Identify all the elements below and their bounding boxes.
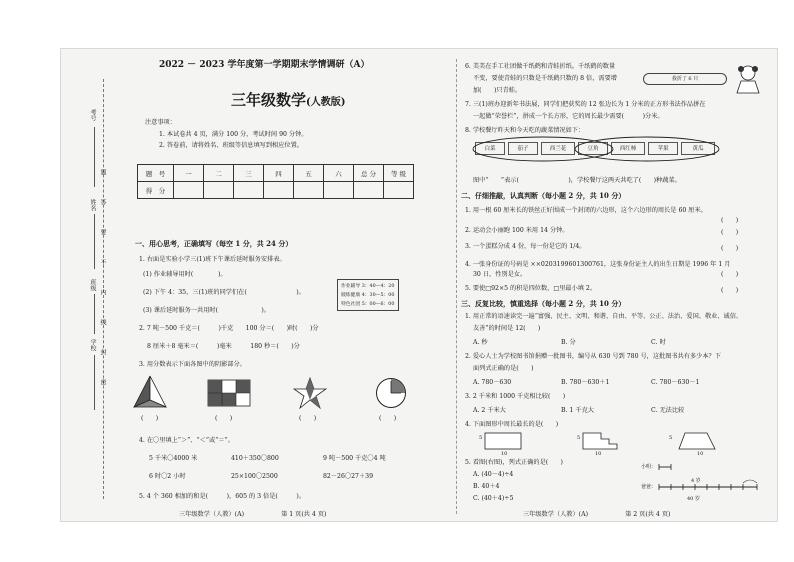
triangle-figure [133, 375, 167, 409]
question-text: 加( )只青蛙。 [473, 87, 522, 94]
judge-item: 3. 一个蛋糕分成 4 份，每一份是它的 1/4。 [465, 243, 586, 250]
page-footer-left: 三年级数学（人教）(A) 第 1 页(共 4 页) [179, 511, 327, 518]
choice-question: 2. 爱心人士为学校图书馆捐赠一批图书，编号从 630 号到 780 号，这批图书共有多少本？下 [465, 353, 721, 360]
shape-label: 5 [479, 435, 483, 441]
answer-paren[interactable]: ( ) [721, 287, 739, 294]
shape-label: 10 [595, 451, 602, 457]
choice-option-a[interactable]: A. (40－4)÷4 [473, 471, 514, 478]
choice-option-c[interactable]: C. 无法比较 [651, 407, 685, 414]
choice-question: 3. 2 千米和 1000 千克相比较( ) [465, 393, 566, 400]
judge-item: 30 日，性别是女。 [473, 271, 527, 278]
diagram-label-xiaoming: 小明： [641, 464, 657, 470]
answer-paren[interactable]: ( ) [379, 415, 397, 422]
compare-item: 82－26〇27＋39 [323, 473, 374, 480]
speech-bubble: 我折了 6 只 [643, 73, 727, 85]
seal-char: 线 [99, 319, 106, 325]
score-table [137, 164, 414, 199]
margin-blank-line [94, 214, 95, 269]
question-text: 1. 右面是实验小学三(1)班下午课后延时服务安排表。 [139, 256, 286, 263]
score-cell: 三 [234, 165, 264, 182]
margin-blank-line [94, 355, 95, 410]
schedule-box [337, 279, 399, 311]
clock-figure [375, 377, 407, 409]
choice-option-c[interactable]: C. 780－630－1 [651, 379, 700, 386]
score-cell: 题 号 [138, 165, 174, 182]
score-input-cell[interactable] [204, 182, 234, 199]
choice-question: 4. 下面图形中周长最长的是( ) [465, 421, 559, 428]
score-input-cell[interactable] [294, 182, 324, 199]
seal-char: 内 [99, 289, 106, 295]
seal-char: 不 [99, 259, 106, 265]
choice-question: 1. 用正常的语速读完一遍“富强、民主、文明、和谐、自由、平等、公正、法治、爱国、敬业、诚信、 [465, 313, 743, 320]
question-text: 图中“ ”表示( )，学校餐厅这两天共吃了( )种蔬菜。 [473, 177, 681, 184]
question-text: 4. 在〇里填上“＞”、“＜”或“＝”。 [139, 437, 234, 444]
score-cell: 总 分 [354, 165, 384, 182]
diagram-label-4: 4 岁 [691, 478, 701, 484]
venn-ellipses [471, 135, 721, 163]
page-footer-right: 三年级数学（人教）(A) 第 2 页(共 4 页) [523, 511, 671, 518]
seal-char: 密 [99, 379, 106, 385]
question-text: 8. 学校餐厅昨天和今天吃的蔬菜情况如下： [465, 127, 585, 134]
question-text: 3. 用分数表示下面各图中的阴影部分。 [139, 361, 246, 368]
answer-paren[interactable]: ( ) [721, 271, 739, 278]
score-input-cell[interactable] [174, 182, 204, 199]
score-cell: 等 级 [384, 165, 414, 182]
score-input-cell[interactable] [234, 182, 264, 199]
choice-option-b[interactable]: B. 1 千克大 [561, 407, 594, 414]
note-item: 2. 答卷前，请将姓名、班级等信息填写到相应位置。 [159, 142, 303, 149]
page-divider [456, 59, 457, 514]
question-text: 8 厘米＋8 毫米＝( )毫米 180 秒＝( )分 [147, 343, 300, 350]
choice-option-b[interactable]: B. 分 [561, 339, 576, 346]
schedule-line: 特色社团 5：00—6：00 [341, 302, 395, 307]
answer-paren[interactable]: ( ) [215, 415, 233, 422]
compare-item: 6 时〇2 小时 [149, 473, 186, 480]
answer-paren[interactable]: ( ) [721, 217, 739, 224]
star-figure [293, 377, 327, 409]
veg-cell: 黄瓜 [681, 142, 715, 155]
shape-label: 5 [669, 435, 673, 441]
answer-paren[interactable]: ( ) [299, 415, 317, 422]
score-cell: 一 [174, 165, 204, 182]
diagram-label-40: 40 岁 [687, 496, 700, 502]
shape-label: 10 [697, 451, 704, 457]
veg-cell: 豆角 [578, 142, 608, 155]
schedule-line: 锻炼健康 4：30—5：00 [341, 293, 395, 298]
schedule-line: 作业辅导 3：40—4：20 [341, 284, 395, 289]
score-input-cell[interactable] [264, 182, 294, 199]
score-cell: 五 [294, 165, 324, 182]
answer-paren[interactable]: ( ) [721, 229, 739, 236]
veg-cell: 茄子 [508, 142, 538, 155]
compare-item: 410＋350〇800 [231, 455, 279, 462]
exam-title: 2022 － 2023 学年度第一学期期末学情调研（A） [159, 60, 370, 70]
veg-cell: 苹果 [648, 142, 678, 155]
score-cell: 四 [264, 165, 294, 182]
question-text: (2) 下午 4：35，三(1)班的同学们在( )。 [143, 289, 305, 296]
choice-option-c[interactable]: C. 时 [651, 339, 666, 346]
score-input-cell[interactable] [354, 182, 384, 199]
question-text: 一起做“荣誉栏”，拼成一个长方形，它的周长最少需要( )分米。 [473, 113, 664, 120]
choice-option-b[interactable]: B. 40＋4 [473, 483, 500, 490]
judge-item: 2. 运动会小丽跑 100 米用 14 分钟。 [465, 227, 569, 234]
judge-item: 1. 用一根 60 厘米长的铁丝正好围成一个封闭的六边形，这个六边形的周长是 60 厘米。 [465, 207, 707, 214]
shape-label: 5 [577, 435, 581, 441]
note-item: 1. 本试卷共 4 页，满分 100 分，考试时间 90 分钟。 [159, 131, 308, 138]
seal-char: 封 [99, 349, 106, 355]
score-input-cell[interactable] [324, 182, 354, 199]
section-1-heading: 一、用心思考，正确填写（每空 1 分，共 24 分） [135, 239, 293, 248]
question-text: (1) 作业辅导用时( )。 [143, 271, 227, 278]
compare-item: 5 千米〇4000 米 [149, 455, 198, 462]
score-cell: 六 [324, 165, 354, 182]
choice-option-a[interactable]: A. 2 千米大 [473, 407, 506, 414]
section-3-heading: 三、反复比较，慎重选择（每小题 2 分，共 10 分） [461, 299, 626, 308]
veg-cell: 白菜 [475, 142, 505, 155]
question-text: 5. 4 个 360 相加的和是( )，605 的 3 倍是( )。 [139, 493, 306, 500]
compare-item: 9 吨－500 千克〇4 吨 [323, 455, 386, 462]
margin-label-school: 学校 [89, 339, 96, 351]
diagram-label-dad: 爸爸： [641, 484, 657, 490]
veg-cell: 西红柿 [611, 142, 645, 155]
margin-label-name: 姓名 [89, 199, 96, 211]
score-cell: 得 分 [138, 182, 174, 199]
choice-option-c[interactable]: C. (40＋4)÷5 [473, 495, 514, 502]
choice-question: 面列式正确的是( ) [473, 365, 534, 372]
answer-paren[interactable]: ( ) [721, 245, 739, 252]
question-text: 7. 三(1)班办迎新年书法展，同学们把获奖的 12 张边长为 1 分米的正方形书法作品拼在 [465, 101, 706, 108]
judge-item: 4. 一张身份证的号码是 ××0203199601300761，这张身份证主人的出生日期是 1996 年 1 月 [465, 261, 731, 268]
segment-diagram [657, 461, 767, 499]
girl-illustration-icon [733, 63, 763, 95]
margin-blank-line [94, 127, 95, 187]
seal-char: 题 [99, 169, 106, 175]
subject-title: 三年级数学(人教版) [231, 91, 346, 109]
binding-margin [61, 49, 129, 522]
question-text: 6. 美美在手工社团做千纸鹤和青蛙折纸。千纸鹤的数量 [465, 63, 616, 70]
shape-label: 10 [501, 451, 508, 457]
veg-cell: 西兰花 [541, 142, 575, 155]
choice-option-b[interactable]: B. 780－630＋1 [561, 379, 610, 386]
section-2-heading: 二、仔细推敲，认真判断（每小题 2 分，共 10 分） [461, 191, 626, 200]
score-input-cell[interactable] [384, 182, 414, 199]
judge-item: 5. 要使□92×5 的积是四位数，□里最小填 2。 [465, 285, 597, 292]
choice-option-a[interactable]: A. 780－630 [473, 379, 512, 386]
seal-char: 答 [99, 199, 106, 205]
answer-paren[interactable]: ( ) [141, 415, 159, 422]
choice-option-a[interactable]: A. 秒 [473, 339, 488, 346]
score-cell: 二 [204, 165, 234, 182]
margin-label-class: 班级 [89, 279, 96, 291]
choice-question: 5. 看图(右图)，列式正确的是( ) [465, 459, 563, 466]
compare-item: 25×100〇2500 [231, 473, 278, 480]
question-text: 2. 7 吨－500 千克＝( )千克 100 分＝( )时( )分 [139, 325, 319, 332]
margin-blank-line [94, 294, 95, 334]
exam-sheet [60, 48, 778, 522]
rectangle-grid-figure [207, 379, 251, 407]
seal-char: 要 [99, 229, 106, 235]
margin-label-exam-number: 考号 [89, 109, 96, 121]
notes-heading: 注意事项： [145, 119, 176, 126]
question-text: 不变，要使青蛙的只数是千纸鹤只数的 8 倍，需要增 [473, 75, 617, 82]
choice-question: 友善”的时间是 12( ) [473, 325, 541, 332]
question-text: (3) 课后延时服务一共用时( )。 [143, 307, 270, 314]
